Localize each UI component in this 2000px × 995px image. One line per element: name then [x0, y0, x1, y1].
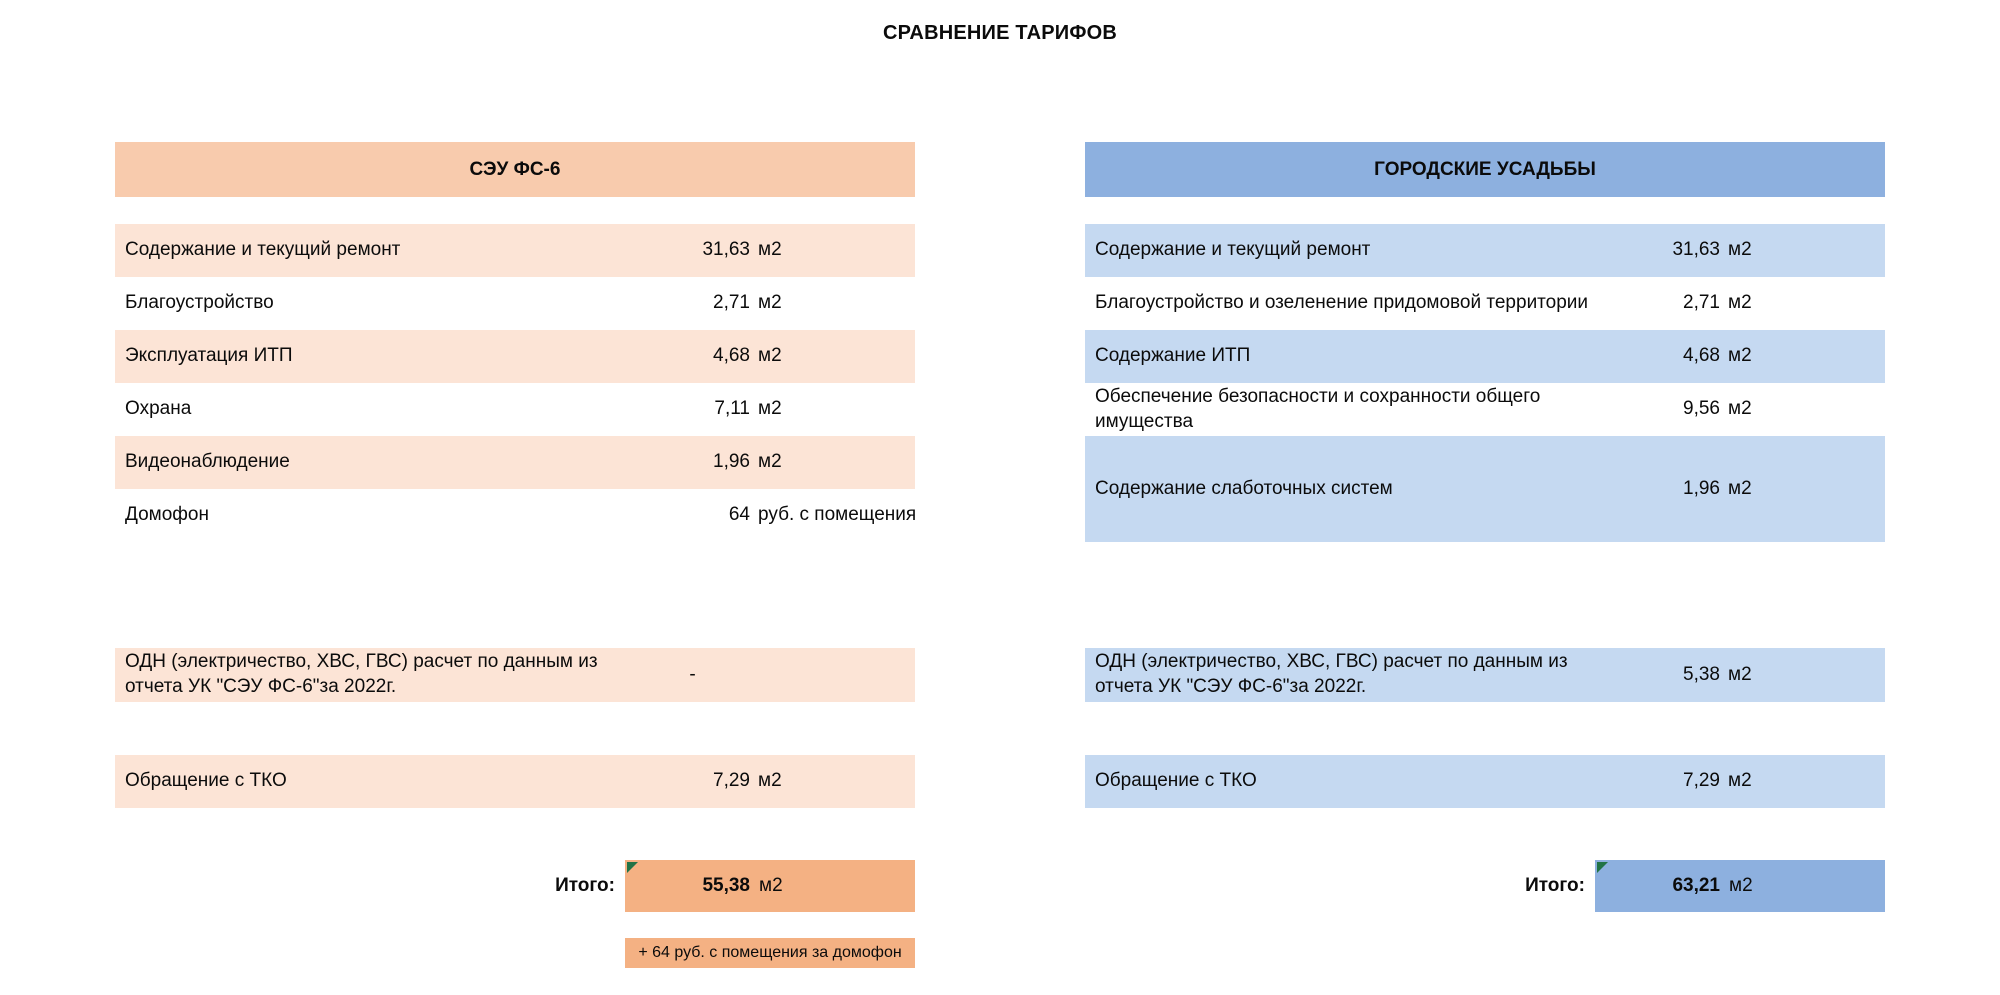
row-label: Эксплуатация ИТП: [125, 345, 293, 367]
row-value: 5,38: [1683, 663, 1720, 685]
row-value: 4,68: [713, 345, 750, 367]
table-row: [1085, 277, 1885, 330]
row-value: 31,63: [1672, 239, 1720, 261]
intercom-footnote: + 64 руб. с помещения за домофон: [625, 938, 915, 968]
table-row: [1085, 648, 1885, 702]
total-row: [1085, 860, 1885, 912]
row-unit: м2: [1728, 398, 1752, 420]
row-label: Обращение с ТКО: [1095, 770, 1257, 792]
row-unit: м2: [758, 451, 782, 473]
table-header-seu-fs6: СЭУ ФС-6: [115, 142, 915, 197]
row-unit: м2: [1728, 239, 1752, 261]
cell-flag-icon: [627, 862, 638, 873]
row-label: ОДН (электричество, ХВС, ГВС) расчет по данным из отчета УК "СЭУ ФС-6"за 2022г.: [1095, 651, 1568, 697]
row-label: Содержание и текущий ремонт: [1095, 239, 1371, 261]
total-unit: м2: [1729, 875, 1753, 896]
table-row: [115, 330, 915, 383]
table-row: [1085, 755, 1885, 808]
table-header-gorodskie-usadby: ГОРОДСКИЕ УСАДЬБЫ: [1085, 142, 1885, 197]
row-unit: м2: [1728, 663, 1752, 685]
row-value: 9,56: [1683, 398, 1720, 420]
total-value: 55,38: [702, 875, 750, 896]
row-label: Видеонаблюдение: [125, 451, 290, 473]
table-row: [115, 436, 915, 489]
row-label: Обращение с ТКО: [125, 770, 287, 792]
total-value: 63,21: [1672, 875, 1720, 896]
row-unit: м2: [758, 770, 782, 792]
row-value: 64: [728, 504, 750, 526]
row-label: Благоустройство: [125, 292, 274, 314]
row-value: 7,29: [713, 770, 750, 792]
row-unit: м2: [758, 345, 782, 367]
row-value: 1,96: [713, 451, 750, 473]
page-title: СРАВНЕНИЕ ТАРИФОВ: [883, 22, 1117, 44]
row-label: ОДН (электричество, ХВС, ГВС) расчет по данным из отчета УК "СЭУ ФС-6"за 2022г.: [125, 651, 598, 697]
table-row: [115, 277, 915, 330]
table-row: [115, 755, 915, 808]
row-value: 4,68: [1683, 345, 1720, 367]
row-label: Охрана: [125, 398, 192, 420]
row-label: Содержание и текущий ремонт: [125, 239, 401, 261]
table-row: [1085, 224, 1885, 277]
total-unit: м2: [759, 875, 783, 896]
table-row: [115, 224, 915, 277]
row-label: Благоустройство и озеленение придомовой территории: [1095, 292, 1589, 314]
row-unit: руб. с помещения: [758, 504, 917, 526]
total-cell: [1595, 860, 1885, 912]
row-unit: м2: [1728, 345, 1752, 367]
row-unit: м2: [1728, 477, 1752, 499]
row-label: Содержание слаботочных систем: [1095, 477, 1393, 499]
table-row: [1085, 436, 1885, 542]
table-row: [115, 383, 915, 436]
table-row: [115, 648, 915, 702]
total-cell: [625, 860, 915, 912]
row-unit: м2: [758, 239, 782, 261]
row-label: Содержание ИТП: [1095, 345, 1251, 367]
row-value: 2,71: [1683, 292, 1720, 314]
row-value: 7,29: [1683, 770, 1720, 792]
row-value: 1,96: [1683, 477, 1720, 499]
table-row: [1085, 383, 1885, 436]
row-unit: м2: [758, 398, 782, 420]
total-row: [115, 860, 915, 912]
row-unit: м2: [758, 292, 782, 314]
row-value: 31,63: [702, 239, 750, 261]
row-label: Домофон: [125, 504, 209, 526]
table-row: [115, 489, 915, 542]
total-label: Итого:: [555, 875, 615, 896]
row-label: Обеспечение безопасности и сохранности общего имущества: [1095, 385, 1541, 432]
row-unit: м2: [1728, 292, 1752, 314]
cell-flag-icon: [1597, 862, 1608, 873]
total-label: Итого:: [1525, 875, 1585, 896]
row-value: 7,11: [714, 398, 750, 420]
table-row: [1085, 330, 1885, 383]
row-value: -: [689, 663, 696, 685]
row-unit: м2: [1728, 770, 1752, 792]
row-value: 2,71: [713, 292, 750, 314]
